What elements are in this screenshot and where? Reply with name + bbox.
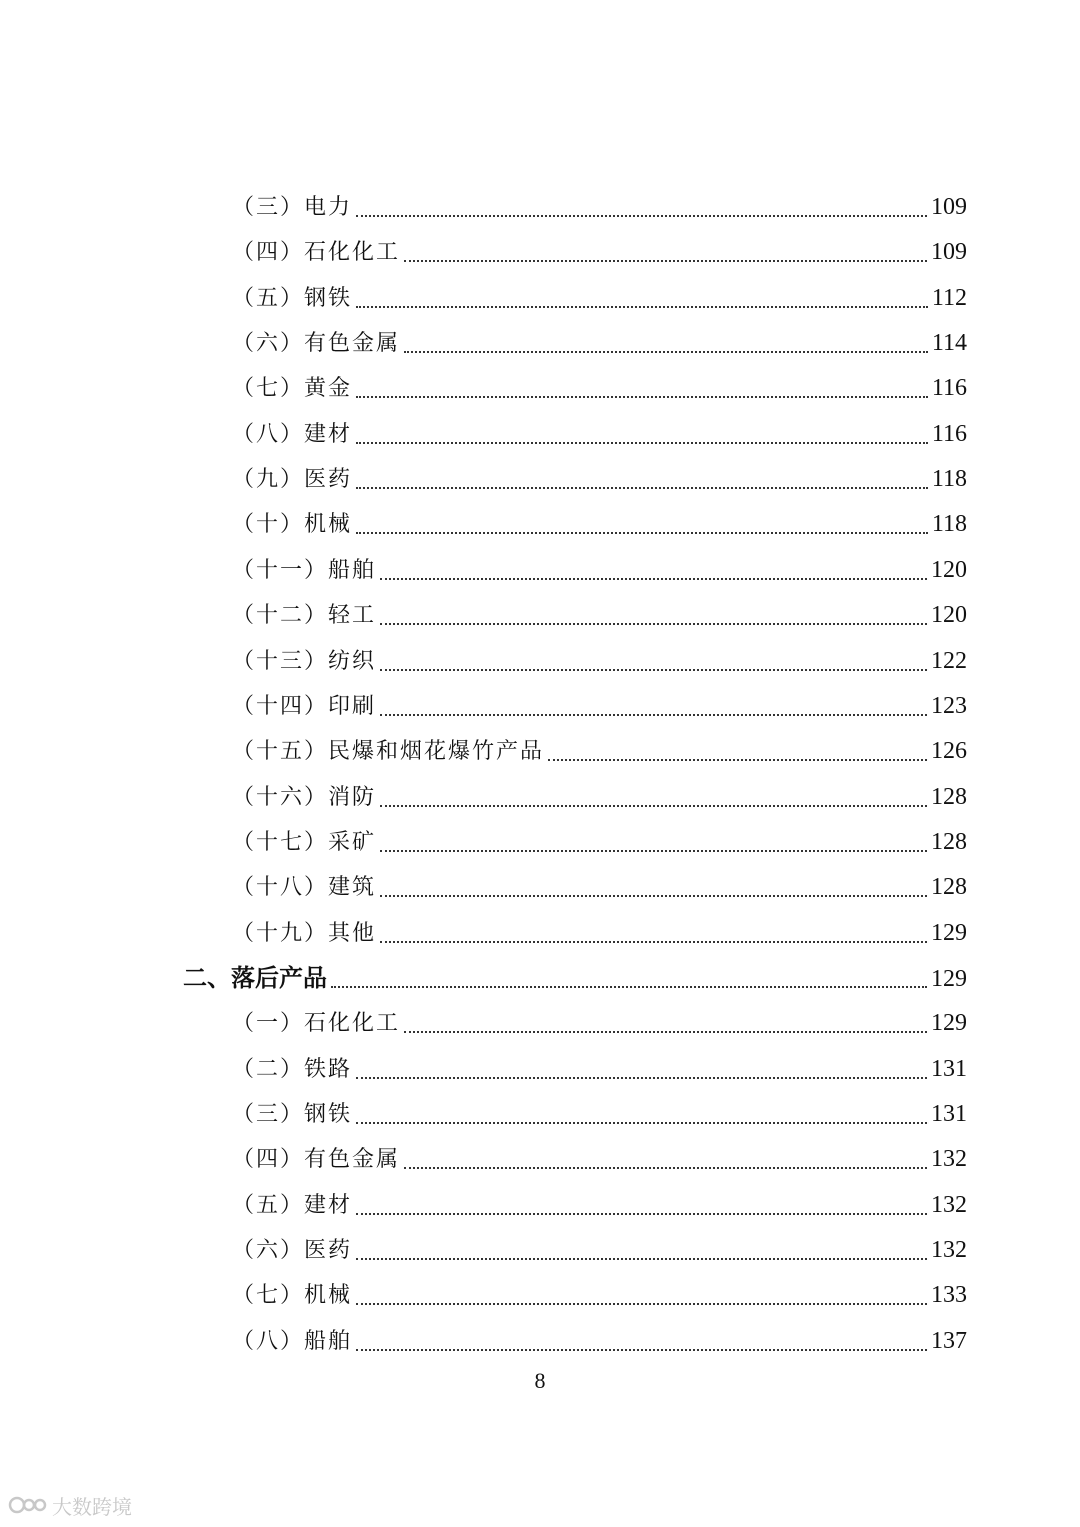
toc-entry-page: 132: [931, 1146, 967, 1172]
toc-entry-label: （十八）建筑: [232, 875, 377, 900]
toc-dot-leader: [356, 214, 927, 217]
toc-dot-leader: [356, 305, 928, 308]
toc-dot-leader: [380, 713, 927, 716]
toc-entry-page: 118: [931, 511, 967, 537]
toc-dot-leader: [404, 259, 927, 262]
toc-dot-leader: [404, 1166, 927, 1169]
toc-entry-page: 120: [931, 557, 967, 583]
toc-entry-label: （六）有色金属: [232, 331, 401, 356]
toc-section-entry[interactable]: [232, 735, 967, 767]
toc-dot-leader: [404, 1030, 927, 1033]
toc-section-entry[interactable]: [232, 327, 967, 359]
toc-section-entry[interactable]: [232, 1279, 967, 1311]
toc-entry-label: （十六）消防: [232, 785, 377, 810]
toc-entry-page: 126: [931, 738, 967, 764]
toc-entry-page: 116: [931, 421, 967, 447]
toc-entry-page: 120: [931, 602, 967, 628]
toc-dot-leader: [548, 758, 927, 761]
toc-entry-label: （十七）采矿: [232, 830, 377, 855]
toc-entry-page: 132: [931, 1192, 967, 1218]
toc-entry-label: （十）机械: [232, 512, 353, 537]
toc-dot-leader: [380, 849, 927, 852]
toc-entry-page: 118: [931, 466, 967, 492]
toc-dot-leader: [380, 668, 927, 671]
toc-entry-page: 129: [931, 966, 967, 992]
toc-entry-page: 131: [931, 1101, 967, 1127]
toc-entry-label: （十五）民爆和烟花爆竹产品: [232, 739, 545, 764]
toc-entry-page: 128: [931, 829, 967, 855]
toc-entry-label: （五）钢铁: [232, 286, 353, 311]
toc-entry-label: （七）黄金: [232, 376, 353, 401]
toc-section-entry[interactable]: [232, 1189, 967, 1221]
toc-chapter-entry[interactable]: [183, 962, 967, 994]
toc-entry-page: 128: [931, 874, 967, 900]
toc-section-entry[interactable]: [232, 690, 967, 722]
toc-entry-label: （八）建材: [232, 422, 353, 447]
toc-dot-leader: [380, 577, 927, 580]
toc-entry-page: 109: [931, 194, 967, 220]
toc-dot-leader: [380, 622, 927, 625]
toc-entry-label: 二、落后产品: [183, 964, 327, 992]
toc-section-entry[interactable]: [232, 599, 967, 631]
toc-dot-leader: [356, 1076, 927, 1079]
toc-dot-leader: [356, 1257, 927, 1260]
toc-entry-page: 123: [931, 693, 967, 719]
toc-entry-page: 128: [931, 784, 967, 810]
toc-entry-page: 137: [931, 1328, 967, 1354]
toc-entry-label: （八）船舶: [232, 1329, 353, 1354]
toc-entry-page: 109: [931, 239, 967, 265]
toc-dot-leader: [356, 486, 928, 489]
toc-section-entry[interactable]: [232, 645, 967, 677]
toc-entry-label: （三）钢铁: [232, 1102, 353, 1127]
toc-entry-page: 132: [931, 1237, 967, 1263]
toc-dot-leader: [380, 804, 927, 807]
toc-entry-page: 122: [931, 648, 967, 674]
toc-dot-leader: [331, 985, 927, 988]
toc-section-entry[interactable]: [232, 554, 967, 586]
toc-section-entry[interactable]: [232, 1143, 967, 1175]
toc-section-entry[interactable]: [232, 917, 967, 949]
toc-entry-label: （三）电力: [232, 195, 353, 220]
toc-section-entry[interactable]: [232, 236, 967, 268]
toc-entry-label: （二）铁路: [232, 1057, 353, 1082]
toc-section-entry[interactable]: [232, 826, 967, 858]
toc-entry-label: （十九）其他: [232, 921, 377, 946]
toc-section-entry[interactable]: [232, 508, 967, 540]
toc-entry-label: （十一）船舶: [232, 558, 377, 583]
toc-section-entry[interactable]: [232, 418, 967, 450]
toc-dot-leader: [356, 441, 928, 444]
toc-entry-label: （十二）轻工: [232, 603, 377, 628]
toc-entry-page: 116: [931, 375, 967, 401]
watermark-logo-icon: [8, 1494, 48, 1516]
toc-entry-label: （五）建材: [232, 1193, 353, 1218]
toc-section-entry[interactable]: [232, 282, 967, 314]
watermark: [8, 1490, 132, 1520]
toc-entry-label: （十四）印刷: [232, 694, 377, 719]
toc-section-entry[interactable]: [232, 1098, 967, 1130]
toc-section-entry[interactable]: [232, 1234, 967, 1266]
toc-entry-page: 114: [931, 330, 967, 356]
toc-section-entry[interactable]: [232, 1325, 967, 1357]
watermark-text: 大数跨境: [52, 1494, 132, 1519]
toc-section-entry[interactable]: [232, 1007, 967, 1039]
toc-section-entry[interactable]: [232, 1053, 967, 1085]
toc-dot-leader: [356, 1348, 927, 1351]
toc-dot-leader: [356, 1302, 927, 1305]
page-number: 8: [534, 1368, 546, 1393]
toc-entry-label: （十三）纺织: [232, 649, 377, 674]
toc-dot-leader: [356, 531, 928, 534]
toc-entry-label: （四）有色金属: [232, 1147, 401, 1172]
toc-entry-page: 112: [931, 285, 967, 311]
toc-dot-leader: [356, 1212, 927, 1215]
toc-entry-label: （四）石化化工: [232, 240, 401, 265]
toc-section-entry[interactable]: [232, 871, 967, 903]
toc-dot-leader: [404, 350, 928, 353]
toc-entry-label: （七）机械: [232, 1283, 353, 1308]
toc-dot-leader: [356, 1121, 927, 1124]
toc-entry-label: （一）石化化工: [232, 1011, 401, 1036]
toc-dot-leader: [356, 395, 928, 398]
toc-entry-page: 133: [931, 1282, 967, 1308]
toc-entry-page: 129: [931, 1010, 967, 1036]
toc-dot-leader: [380, 894, 927, 897]
toc-entry-page: 131: [931, 1056, 967, 1082]
toc-section-entry[interactable]: [232, 781, 967, 813]
toc-entry-label: （六）医药: [232, 1238, 353, 1263]
toc-dot-leader: [380, 940, 927, 943]
toc-section-entry[interactable]: [232, 191, 967, 223]
toc-section-entry[interactable]: [232, 372, 967, 404]
toc-entry-label: （九）医药: [232, 467, 353, 492]
toc-section-entry[interactable]: [232, 463, 967, 495]
toc-entry-page: 129: [931, 920, 967, 946]
